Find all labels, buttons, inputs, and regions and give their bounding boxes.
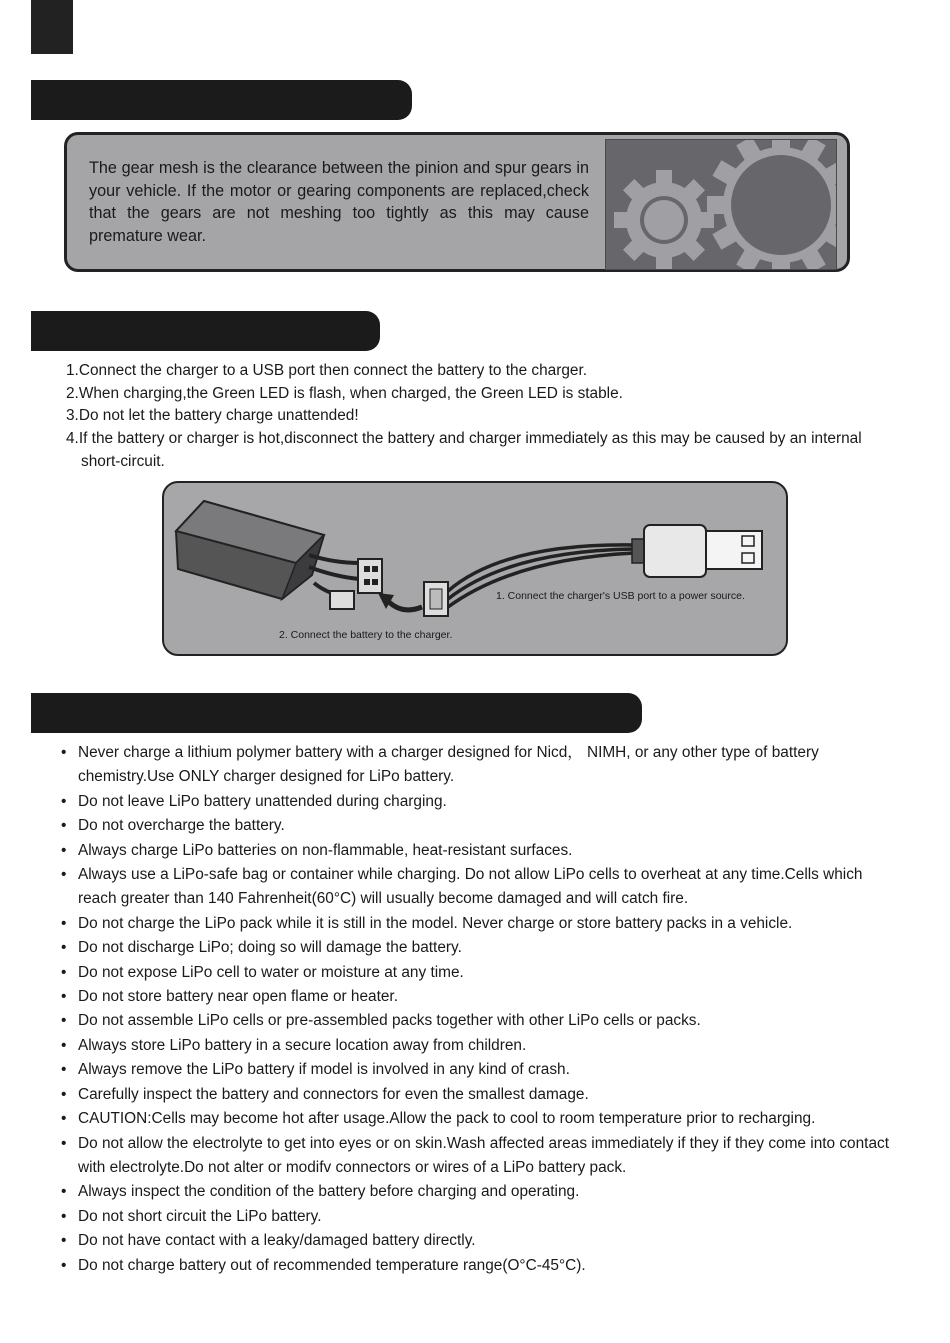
bullet: • xyxy=(61,1061,67,1079)
safety-item-text: Always store LiPo battery in a secure location away from children. xyxy=(78,1036,527,1054)
list-item xyxy=(61,1229,901,1253)
charging-step: 3.Do not let the battery charge unattended! xyxy=(66,407,359,425)
safety-item-text: Do not assemble LiPo cells or pre-assembled packs together with other LiPo cells or packs. xyxy=(78,1012,701,1030)
safety-item-text: Carefully inspect the battery and connectors for even the smallest damage. xyxy=(78,1085,589,1103)
corner-tab xyxy=(31,0,73,54)
safety-item-text: Do not store battery near open flame or heater. xyxy=(78,988,398,1006)
list-item xyxy=(61,912,901,936)
list-item xyxy=(61,741,901,790)
section-header-safety xyxy=(31,693,642,733)
section-header-gear-mesh xyxy=(31,80,412,120)
list-item xyxy=(61,863,901,912)
bullet: • xyxy=(61,1134,67,1152)
safety-item-text: Do not leave LiPo battery unattended during charging. xyxy=(78,792,447,810)
safety-item-text: Do not discharge LiPo; doing so will damage the battery. xyxy=(78,939,462,957)
large-gear-icon xyxy=(707,140,837,270)
battery-pack-icon xyxy=(176,501,324,599)
bullet: • xyxy=(61,1256,67,1274)
safety-item-text: Never charge a lithium polymer battery with a charger designed for Nicd， NIMH, or any other type of battery chemistry.Use ONLY charger designed for LiPo battery. xyxy=(78,744,819,786)
safety-item-text: Do not charge battery out of recommended temperature range(O°C-45°C). xyxy=(78,1256,586,1274)
arrow-icon xyxy=(378,593,422,610)
gear-mesh-panel xyxy=(64,132,850,272)
bullet: • xyxy=(61,744,67,761)
bullet: • xyxy=(61,1110,67,1128)
list-item xyxy=(61,936,901,960)
charger-connector-icon xyxy=(424,582,448,616)
safety-item-text: Do not short circuit the LiPo battery. xyxy=(78,1207,322,1225)
bullet: • xyxy=(61,1085,67,1103)
safety-list xyxy=(61,741,901,1278)
charging-step: 4.If the battery or charger is hot,disconnect the battery and charger immediately as this may be caused by an internal short-circuit. xyxy=(66,430,862,470)
charging-steps-list xyxy=(66,360,896,474)
bullet: • xyxy=(61,1012,67,1030)
bullet: • xyxy=(61,988,67,1006)
charging-step: 2.When charging,the Green LED is flash, when charged, the Green LED is stable. xyxy=(66,384,623,402)
bullet: • xyxy=(61,841,67,859)
list-item xyxy=(61,961,901,985)
safety-item-text: Do not overcharge the battery. xyxy=(78,817,285,835)
small-gear-icon xyxy=(614,170,714,270)
battery-connector-icon xyxy=(330,559,382,609)
list-item xyxy=(61,1034,901,1058)
list-item xyxy=(61,985,901,1009)
list-item xyxy=(61,1180,901,1204)
bullet: • xyxy=(61,866,67,884)
bullet: • xyxy=(61,1183,67,1201)
safety-item-text: Do not have contact with a leaky/damaged battery directly. xyxy=(78,1232,476,1250)
list-item xyxy=(61,1107,901,1131)
safety-item-text: CAUTION:Cells may become hot after usage.Allow the pack to cool to room temperature prior to recharging. xyxy=(78,1110,816,1128)
charging-step: 1.Connect the charger to a USB port then connect the battery to the charger. xyxy=(66,362,588,379)
list-item xyxy=(61,1132,901,1181)
bullet: • xyxy=(61,1232,67,1250)
safety-item-text: Do not allow the electrolyte to get into eyes or on skin.Wash affected areas immediately if they if they come into contact with electrolyte.Do not alter or modifv connectors or wires of a LiPo battery pack. xyxy=(78,1134,889,1176)
gear-mesh-text: The gear mesh is the clearance between the pinion and spur gears in your vehicle. If the motor or gearing components are replaced,check that the gears are not meshing too tightly as this may cause premature wear. xyxy=(89,159,589,246)
list-item xyxy=(61,839,901,863)
bullet: • xyxy=(61,914,67,932)
list-item xyxy=(61,1205,901,1229)
list-item xyxy=(61,1009,901,1033)
usb-plug-icon xyxy=(632,525,762,577)
bullet: • xyxy=(61,939,67,957)
safety-item-text: Do not charge the LiPo pack while it is still in the model. Never charge or store battery packs in a vehicle. xyxy=(78,914,793,932)
safety-item-text: Do not expose LiPo cell to water or moisture at any time. xyxy=(78,963,464,981)
safety-item-text: Always remove the LiPo battery if model is involved in any kind of crash. xyxy=(78,1061,570,1079)
charging-diagram xyxy=(162,481,788,656)
bullet: • xyxy=(61,792,67,810)
list-item xyxy=(61,790,901,814)
safety-item-text: Always charge LiPo batteries on non-flammable, heat-resistant surfaces. xyxy=(78,841,573,859)
diagram-label-usb: 1. Connect the charger's USB port to a power source. xyxy=(496,590,745,602)
diagram-label-battery: 2. Connect the battery to the charger. xyxy=(279,629,453,641)
list-item xyxy=(61,1083,901,1107)
gear-illustration xyxy=(605,139,837,270)
safety-item-text: Always inspect the condition of the battery before charging and operating. xyxy=(78,1183,580,1201)
section-header-charging xyxy=(31,311,380,351)
list-item xyxy=(61,1058,901,1082)
bullet: • xyxy=(61,1207,67,1225)
bullet: • xyxy=(61,817,67,835)
bullet: • xyxy=(61,1036,67,1054)
safety-item-text: Always use a LiPo-safe bag or container while charging. Do not allow LiPo cells to overheat at any time.Cells which reach greater than 140 Fahrenheit(60°C) will usually become damaged and will catch fire. xyxy=(78,866,863,908)
bullet: • xyxy=(61,963,67,981)
list-item xyxy=(61,814,901,838)
list-item xyxy=(61,1254,901,1278)
